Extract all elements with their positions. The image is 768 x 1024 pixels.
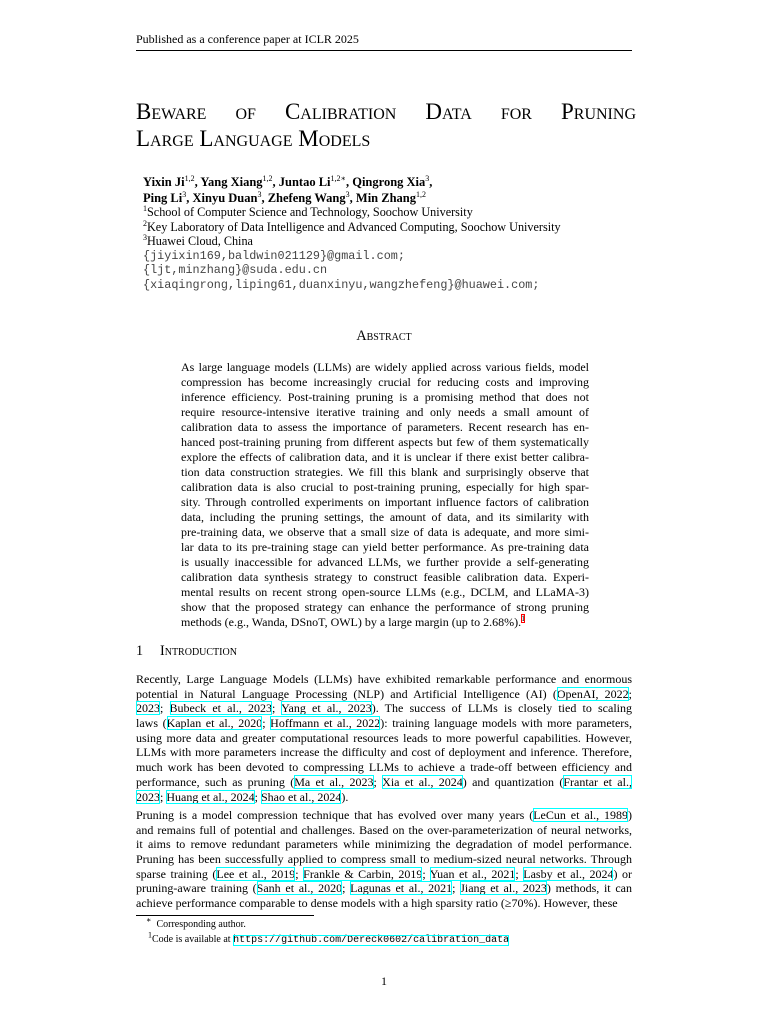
text-span: ;: [295, 866, 304, 881]
citation-link[interactable]: Yuan et al., 2021: [429, 866, 516, 881]
text-span: ;: [422, 866, 430, 881]
citation-link[interactable]: 2023: [136, 789, 160, 804]
footnote-link-1[interactable]: 1: [521, 614, 526, 623]
paragraph-line: [136, 716, 632, 731]
abstract-line: tion data construction strategies. We fill this blank and surprisingly observe that: [181, 465, 589, 479]
title-word: Beware: [136, 99, 207, 124]
citation-link[interactable]: LeCun et al., 1989: [533, 808, 629, 822]
intro-paragraph-1: [136, 672, 632, 804]
running-header: Published as a conference paper at ICLR 2025: [136, 32, 359, 46]
text-span: sparse training (: [136, 866, 217, 881]
title-word: Data: [425, 99, 472, 124]
abstract-line: is usually inaccessible for advanced LLMs, we further provide a self-generating: [181, 555, 589, 569]
paragraph-line: [136, 760, 632, 775]
affiliation-2: $^2$Key Laboratory of Data Intelligence and Advanced Computing, Soochow University: [143, 218, 561, 234]
paragraph-line: [136, 790, 632, 805]
paragraph-line: [136, 808, 632, 823]
paragraph-line: [136, 745, 632, 760]
text-span: ) methods, it can: [546, 881, 632, 896]
citation-link[interactable]: Jiang et al., 2023: [460, 881, 547, 896]
section-title: Introduction: [160, 643, 237, 659]
text-span: and remains full of potential and challenges. Based on the over-parameterization of neural networks,: [136, 822, 632, 837]
text-span: potential in Natural Language Processing (NLP) and Artificial Intelligence (AI) (: [136, 686, 557, 701]
page-number: 1: [381, 974, 387, 988]
abstract-line: hanced post-training pruning from different aspects but few of them systematically: [181, 435, 589, 449]
header-rule: [136, 50, 632, 51]
paragraph-line: [136, 823, 632, 838]
text-span: ): [628, 808, 633, 822]
author-line-2: Ping Li$^3$, Xinyu Duan$^3$, Zhefeng Wang$^3$, Min Zhang$^{1,2}$: [143, 189, 426, 205]
footnote-corresponding-text: Corresponding author.: [156, 919, 246, 930]
citation-link[interactable]: Xia et al., 2024: [382, 774, 463, 789]
email-1: {jiyixin169,baldwin021129}@gmail.com;: [143, 248, 405, 263]
text-span: achieve performance comparable to dense models with a high sparsity ratio (≥70%). However, these: [136, 896, 618, 911]
footnote-mark-1: 1: [148, 930, 152, 940]
text-span: ).: [341, 789, 349, 804]
abstract-line: sity. Through controlled experiments on important influence factors of calibration: [181, 495, 589, 509]
email-3: {xiaqingrong,liping61,duanxinyu,wangzhefeng}@huawei.com;: [143, 277, 540, 292]
text-span: pruning-aware training (: [136, 881, 257, 896]
title-line-2: Large Language Models: [136, 126, 371, 151]
abstract-line: mental results on recent strong open-source LLMs (e.g., DCLM, and LLaMA-3): [181, 585, 589, 599]
text-span: ;: [160, 789, 167, 804]
abstract-line: inference efficiency. Post-training pruning is a promising method that does not: [181, 390, 589, 404]
text-span: laws (: [136, 716, 167, 731]
text-span: ;: [272, 701, 282, 716]
text-span: ;: [628, 686, 633, 701]
text-span: ). The success of LLMs is closely tied to scaling: [371, 701, 632, 716]
text-span: ) and quantization (: [462, 774, 564, 789]
text-span: ;: [262, 716, 271, 731]
text-span: Pruning is a model compression technique that has evolved over many years (: [136, 808, 534, 822]
footnote-code: [148, 930, 510, 947]
citation-link[interactable]: 2023: [136, 701, 160, 716]
paragraph-line: [136, 701, 632, 716]
section-heading: [136, 643, 237, 660]
text-span: much work has been devoted to compressing LLMs to achieve a trade-off between efficiency and: [136, 760, 632, 775]
citation-link[interactable]: Kaplan et al., 2020: [166, 716, 263, 731]
text-span: using more data and greater computational resources leads to more powerful capabilities. However,: [136, 730, 632, 745]
citation-link[interactable]: Yang et al., 2023: [281, 701, 372, 716]
citation-link[interactable]: Lee et al., 2019: [216, 866, 296, 881]
text-span: ): training language models with more parameters,: [380, 716, 632, 731]
abstract-last-line-text: methods (e.g., Wanda, DSnoT, OWL) by a large margin (up to 2.68%).: [181, 615, 522, 629]
abstract-body: [181, 360, 589, 630]
citation-link[interactable]: Bubeck et al., 2023: [169, 701, 273, 716]
text-span: performance, such as pruning (: [136, 774, 295, 789]
paper-title: [136, 98, 636, 152]
footnote-code-prefix: Code is available at: [152, 934, 234, 945]
title-word: of: [235, 99, 256, 124]
citation-link[interactable]: Frantar et al.,: [563, 774, 632, 789]
text-span: ) or: [613, 866, 633, 881]
text-span: Recently, Large Language Models (LLMs) have exhibited remarkable performance and enormous: [136, 672, 632, 686]
abstract-line: calibration data synthesis strategy to construct feasible calibration data. Experi-: [181, 570, 589, 584]
footnote-mark-star: ∗: [146, 915, 152, 925]
footnote-corresponding: [146, 915, 246, 931]
abstract-line: compression has become increasingly crucial for reducing costs and improving: [181, 375, 589, 389]
abstract-line: [181, 615, 589, 630]
text-span: ;: [160, 701, 170, 716]
citation-link[interactable]: Frankle & Carbin, 2019: [303, 866, 423, 881]
text-span: Pruning has been successfully applied to compress small to medium-sized neural networks. Through: [136, 852, 632, 867]
author-line-1: Yixin Ji$^{1,2}$, Yang Xiang$^{1,2}$, Juntao $Li^{1,2∗}$, Qingrong Xia$^3$,: [143, 173, 433, 189]
title-word: Pruning: [560, 99, 636, 124]
text-span: ;: [452, 881, 461, 896]
title-word: Calibration: [284, 99, 397, 124]
abstract-line: calibration data is also crucial to post-training pruning, especially for high spar-: [181, 480, 589, 494]
paragraph-line: [136, 775, 632, 790]
affiliation-1: $^1$School of Computer Science and Technology, Soochow University: [143, 203, 473, 219]
abstract-line: explore the effects of calibration data, and it is unclear if there exist better calibra-: [181, 450, 589, 464]
abstract-line: data, including the pruning settings, the amount of data, and its similarity with: [181, 510, 589, 524]
citation-link[interactable]: Lasby et al., 2024: [523, 866, 614, 881]
section-number: 1: [136, 643, 144, 659]
abstract-line: show that the proposed strategy can enhance the performance of strong pruning: [181, 600, 589, 614]
text-span: ;: [515, 866, 524, 881]
title-line-1: [136, 98, 636, 125]
affiliation-3: $^3$Huawei Cloud, China: [143, 232, 253, 248]
citation-link[interactable]: Huang et al., 2024: [166, 789, 255, 804]
text-span: ;: [254, 789, 261, 804]
citation-link[interactable]: Hoffmann et al., 2022: [270, 716, 381, 731]
text-span: ;: [373, 774, 383, 789]
footnote-rule: [136, 915, 314, 916]
abstract-line: As large language models (LLMs) are widely applied across various fields, model: [181, 360, 589, 374]
text-span: LLMs with more parameters increase the difficulty and cost of deployment and inference. Therefore,: [136, 745, 632, 760]
code-url-link[interactable]: https://github.com/Dereck0602/calibration_data: [233, 935, 510, 946]
paragraph-line: [136, 852, 632, 867]
paragraph-line: [136, 867, 632, 882]
abstract-heading: Abstract: [356, 328, 412, 344]
title-word: for: [500, 99, 532, 124]
paragraph-line: [136, 672, 632, 687]
paragraph-line: [136, 837, 632, 852]
citation-link[interactable]: Shao et al., 2024: [261, 789, 342, 804]
email-2: {ljt,minzhang}@suda.edu.cn: [143, 263, 328, 277]
affiliations: [143, 205, 561, 292]
abstract-line: pre-training data, we observe that a small size of data is adequate, and more simi-: [181, 525, 589, 539]
abstract-line: lar data to its pre-training stage can yield better performance. As pre-training data: [181, 540, 589, 554]
paragraph-line: [136, 731, 632, 746]
text-span: ;: [342, 881, 351, 896]
citation-link[interactable]: OpenAI, 2022: [556, 686, 629, 701]
paragraph-line: [136, 687, 632, 702]
text-span: it aims to remove redundant parameters while minimizing the degradation of model performance.: [136, 837, 632, 852]
citation-link[interactable]: Sanh et al., 2020: [256, 881, 343, 896]
citation-link[interactable]: Lagunas et al., 2021: [350, 881, 453, 896]
intro-paragraph-2: [136, 808, 632, 911]
author-list: [143, 174, 432, 206]
abstract-line: calibration data to assess the importance of parameters. Recent research has en-: [181, 420, 589, 434]
citation-link[interactable]: Ma et al., 2023: [294, 774, 374, 789]
paragraph-line: [136, 881, 632, 896]
paragraph-line: [136, 896, 632, 911]
abstract-line: require resource-intensive iterative training and only needs a small amount of: [181, 405, 589, 419]
